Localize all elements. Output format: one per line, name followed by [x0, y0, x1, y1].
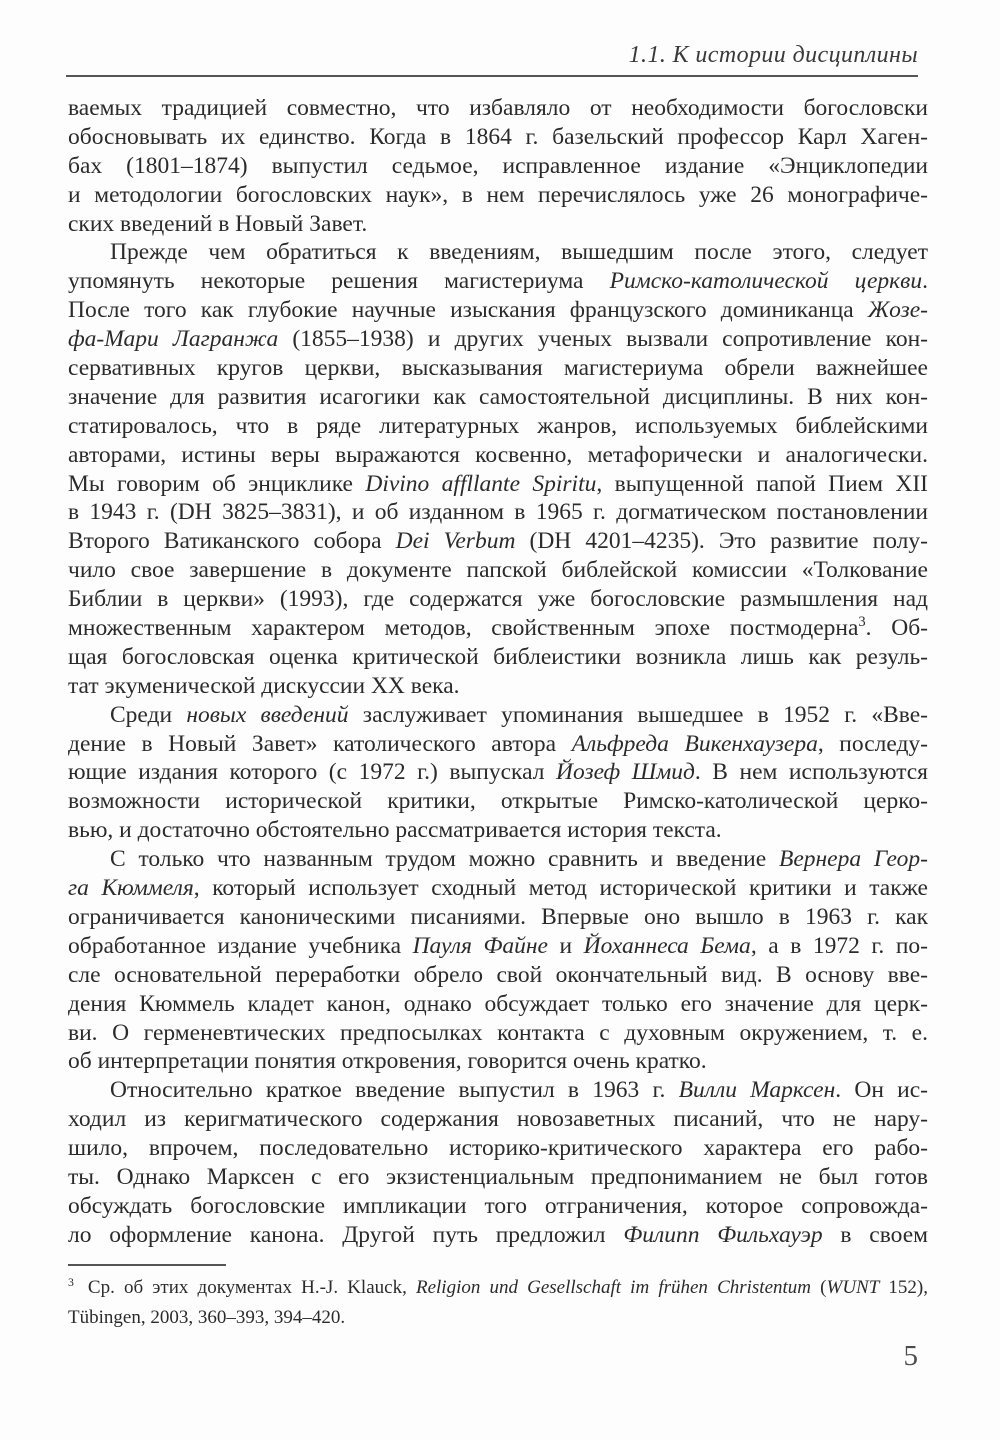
text-segment: , который использует сходный метод исторической критики и также [193, 875, 928, 902]
text-segment: Прежде чем обратиться к введениям, вышедшим после этого, следует [110, 239, 928, 266]
text-line [68, 383, 928, 412]
text-line [68, 210, 928, 239]
text-segment: дения Кюммель кладет канон, однако обсуждает только его значение для церк- [68, 990, 928, 1017]
text-segment: га Кюммеля [68, 875, 194, 902]
text-line [68, 152, 928, 181]
text-segment: Среди [110, 701, 187, 728]
text-segment: шило, впрочем, последовательно историко-критического характера его рабо- [68, 1135, 928, 1162]
body-text [68, 94, 928, 1250]
text-line [68, 325, 928, 354]
text-line [68, 94, 928, 123]
text-line [68, 932, 928, 961]
text-line [68, 1047, 928, 1076]
text-line [68, 614, 928, 643]
text-segment: новых введений [186, 701, 349, 728]
text-segment: Второго Ватиканского собора [68, 528, 396, 555]
text-line [68, 730, 928, 759]
footnote-marker: 3 [68, 1275, 74, 1289]
text-segment: чило свое завершение в документе папской библейской комиссии «Толкование [68, 557, 928, 584]
text-line [68, 354, 928, 383]
footnote-reference: 3 [858, 614, 866, 631]
text-segment: статировалось, что в ряде литературных жанров, используемых библейскими [68, 412, 928, 439]
text-segment: . Он ис- [835, 1077, 928, 1104]
text-line [68, 758, 928, 787]
text-line [68, 1303, 928, 1333]
text-line [68, 123, 928, 152]
text-segment: вью, и достаточно обстоятельно рассматривается история текста. [68, 817, 722, 844]
text-segment: фа-Мари Лагранжа [68, 326, 279, 353]
text-segment: Пауля Файне [412, 932, 548, 959]
text-line [68, 816, 928, 845]
text-line [68, 1019, 928, 1048]
text-segment: Мы говорим об энциклике [68, 470, 366, 497]
text-segment: щая богословская оценка критической библеистики возникла лишь как резуль- [68, 643, 928, 670]
text-segment: тат экуменической дискуссии XX века. [68, 672, 460, 699]
footnote [68, 1264, 928, 1332]
text-segment: в своем [822, 1221, 928, 1248]
paragraph [68, 701, 928, 845]
text-segment: . [922, 268, 928, 295]
paragraph [68, 1076, 928, 1249]
text-segment: (1855–1938) и других ученых вызвали сопротивление кон- [278, 326, 928, 353]
text-segment: После того как глубокие научные изыскания французского доминиканца [68, 297, 868, 324]
text-segment: . В нем используются [694, 759, 928, 786]
text-line [68, 238, 928, 267]
text-segment: ских введений в Новый Завет. [68, 210, 368, 237]
text-line [68, 990, 928, 1019]
text-segment: сле основательной переработки обрело свой окончательный вид. В основу вве- [68, 961, 928, 988]
text-segment: Библии в церкви» (1993), где содержатся уже богословские размышления над [68, 586, 928, 613]
text-line [68, 1105, 928, 1134]
text-segment: Tübingen, 2003, 360–393, 394–420. [68, 1306, 346, 1328]
text-line [68, 643, 928, 672]
text-segment: сервативных кругов церкви, высказывания магистериума обрели важнейшее [68, 355, 928, 382]
text-segment: обосновывать их единство. Когда в 1864 г. базельский профессор Карл Хаген- [68, 123, 928, 150]
text-segment: , а в 1972 г. по- [750, 932, 928, 959]
text-segment: Вернера Геор- [778, 846, 928, 873]
text-segment: Вилли Марксен [678, 1077, 836, 1104]
text-segment: ограничивается каноническими писаниями. Впервые оно вышло в 1963 г. как [68, 903, 928, 930]
text-line [68, 701, 928, 730]
text-segment: об интерпретации понятия откровения, говорится очень кратко. [68, 1048, 707, 1075]
text-segment: множественным характером методов, свойственным эпохе постмодерна [68, 615, 859, 642]
text-segment: упомянуть некоторые решения магистериума [68, 268, 610, 295]
text-segment: Йозеф Шмид [556, 759, 695, 786]
text-segment: авторами, истины веры выражаются косвенно, метафорически и аналогически. [68, 441, 928, 468]
footnote-separator-rule [68, 1264, 226, 1266]
text-segment: значение для развития исагогики как самостоятельной дисциплины. В них кон- [68, 383, 928, 410]
text-line [68, 1076, 928, 1105]
text-segment: заслуживает упоминания вышедшее в 1952 г. «Вве- [348, 701, 928, 728]
text-segment: Religion und Gesellschaft im frühen Christentum [415, 1277, 812, 1298]
text-segment: возможности исторической критики, открытые Римско-католической церко- [68, 788, 928, 815]
section-header-title: 1.1. К истории дисциплины [628, 42, 918, 68]
text-segment: . Об- [865, 615, 928, 642]
text-line [68, 412, 928, 441]
text-segment: обсуждать богословские импликации того отграничения, которое сопровожда- [68, 1192, 928, 1219]
text-line [68, 1192, 928, 1221]
text-segment: Альфреда Викенхаузера [571, 730, 818, 757]
text-segment: WUNT [826, 1277, 880, 1298]
text-line [68, 1273, 928, 1303]
text-line [68, 874, 928, 903]
text-segment: обработанное издание учебника [68, 932, 413, 959]
text-line [68, 556, 928, 585]
text-segment: ви. О герменевтических предпосылках контакта с духовным окружением, т. е. [68, 1019, 928, 1046]
text-line [68, 672, 928, 701]
footnote-text [68, 1273, 928, 1332]
text-line [68, 296, 928, 325]
text-segment: (DH 4201–4235). Это развитие полу- [515, 528, 928, 555]
text-line [68, 1221, 928, 1250]
text-segment: , выпущенной папой Пием XII [596, 470, 928, 497]
text-line [68, 470, 928, 499]
text-segment: ходил из керигматического содержания новозаветных писаний, что не нару- [68, 1106, 928, 1133]
text-segment: Divino affllante Spiritu [365, 470, 597, 497]
text-line [68, 903, 928, 932]
text-segment: Йоханнеса Бема [583, 932, 751, 959]
text-line [68, 1163, 928, 1192]
text-line [68, 1134, 928, 1163]
text-segment: Филипп Фильхауэр [623, 1221, 823, 1248]
text-segment: Жозе- [867, 297, 928, 324]
text-segment: ( [811, 1277, 827, 1298]
running-header [66, 42, 918, 77]
paragraph [68, 238, 928, 700]
text-line [68, 845, 928, 874]
text-segment: ло оформление канона. Другой путь предложил [68, 1221, 624, 1248]
text-segment: в 1943 г. (DH 3825–3831), и об изданном в 1965 г. догматическом постановлении [68, 499, 928, 526]
text-line [68, 267, 928, 296]
text-segment: Ср. об этих документах H.-J. Klauck, [87, 1277, 416, 1298]
page-number: 5 [903, 1340, 918, 1372]
text-segment: Относительно краткое введение выпустил в 1963 г. [110, 1077, 679, 1104]
text-segment: 152), [879, 1277, 928, 1298]
text-segment: и методологии богословских наук», в нем перечислялось уже 26 монографиче- [68, 181, 928, 208]
paragraph [68, 845, 928, 1076]
text-segment: , последу- [817, 730, 928, 757]
text-line [68, 527, 928, 556]
text-segment: бах (1801–1874) выпустил седьмое, исправленное издание «Энциклопедии [68, 152, 928, 179]
text-segment: С только что названным трудом можно сравнить и введение [110, 846, 779, 873]
text-segment: и [547, 932, 584, 959]
text-segment: ты. Однако Марксен с его экзистенциальным предпониманием не был готов [68, 1163, 928, 1190]
text-line [68, 961, 928, 990]
text-segment: дение в Новый Завет» католического автора [68, 730, 572, 757]
text-segment: ющие издания которого (с 1972 г.) выпускал [68, 759, 557, 786]
text-line [68, 441, 928, 470]
text-line [68, 787, 928, 816]
text-line [68, 498, 928, 527]
text-segment: ваемых традицией совместно, что избавляло от необходимости богословски [68, 95, 928, 121]
text-line [68, 181, 928, 210]
text-segment: Римско-католической церкви [609, 268, 923, 295]
text-line [68, 585, 928, 614]
paragraph [68, 94, 928, 238]
text-segment: Dei Verbum [395, 528, 516, 555]
